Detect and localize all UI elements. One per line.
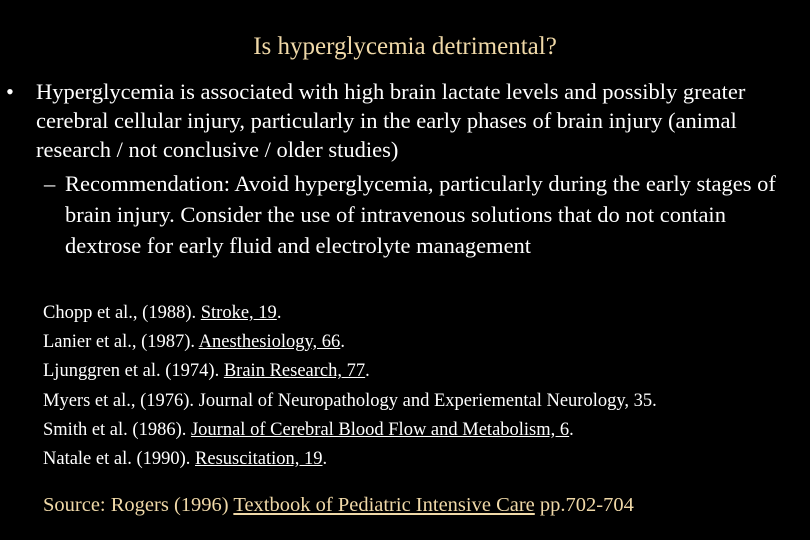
reference-suffix: .	[365, 361, 370, 382]
reference-item	[43, 299, 803, 328]
reference-prefix: Natale et al. (1990).	[43, 449, 196, 470]
reference-suffix: .	[322, 449, 328, 470]
reference-prefix: Myers et al., (1976). Journal of Neuropathology and Experiemental Neurology, 35.	[43, 390, 657, 411]
bullet-text: Hyperglycemia is associated with high brain lactate levels and possibly greater cerebral cellular injury, particularly in the early phases of brain injury (animal research / not conclusive / older studies)	[36, 79, 746, 162]
reference-item	[43, 416, 803, 445]
reference-item	[43, 357, 803, 386]
source-citation	[43, 491, 803, 519]
reference-suffix: .	[276, 303, 282, 323]
slide-title: Is hyperglycemia detrimental?	[253, 33, 557, 60]
reference-list	[43, 299, 803, 474]
reference-prefix: Ljunggren et al. (1974).	[43, 361, 224, 382]
reference-source: Brain Research, 77	[223, 361, 366, 382]
source-pages: pp.702-704	[534, 494, 634, 516]
source-book-title: Textbook of Pediatric Intensive Care	[233, 494, 535, 516]
recommendation-text: Recommendation: Avoid hyperglycemia, particularly during the early stages of brain injury. Consider the use of intravenous solutions that do not contain dextrose for early fluid and electrolyte management	[65, 171, 776, 258]
reference-item	[43, 387, 803, 416]
reference-prefix: Chopp et al., (1988).	[43, 303, 201, 323]
reference-suffix: .	[340, 332, 345, 353]
reference-prefix: Lanier et al., (1987).	[43, 332, 199, 353]
reference-item	[43, 445, 803, 474]
bullet-marker: •	[6, 79, 14, 104]
source-prefix: Source: Rogers (1996)	[43, 494, 234, 516]
reference-source: Stroke, 19	[200, 303, 277, 323]
reference-source: Journal of Cerebral Blood Flow and Metabolism, 6	[190, 419, 570, 440]
reference-item	[43, 328, 803, 357]
sub-bullet	[44, 168, 784, 261]
reference-suffix: .	[569, 419, 574, 440]
reference-source: Resuscitation, 19	[195, 449, 323, 470]
sub-bullet-marker: –	[44, 171, 56, 196]
reference-source: Anesthesiology, 66	[198, 332, 341, 353]
main-bullet	[6, 77, 796, 164]
reference-prefix: Smith et al. (1986).	[43, 419, 191, 440]
